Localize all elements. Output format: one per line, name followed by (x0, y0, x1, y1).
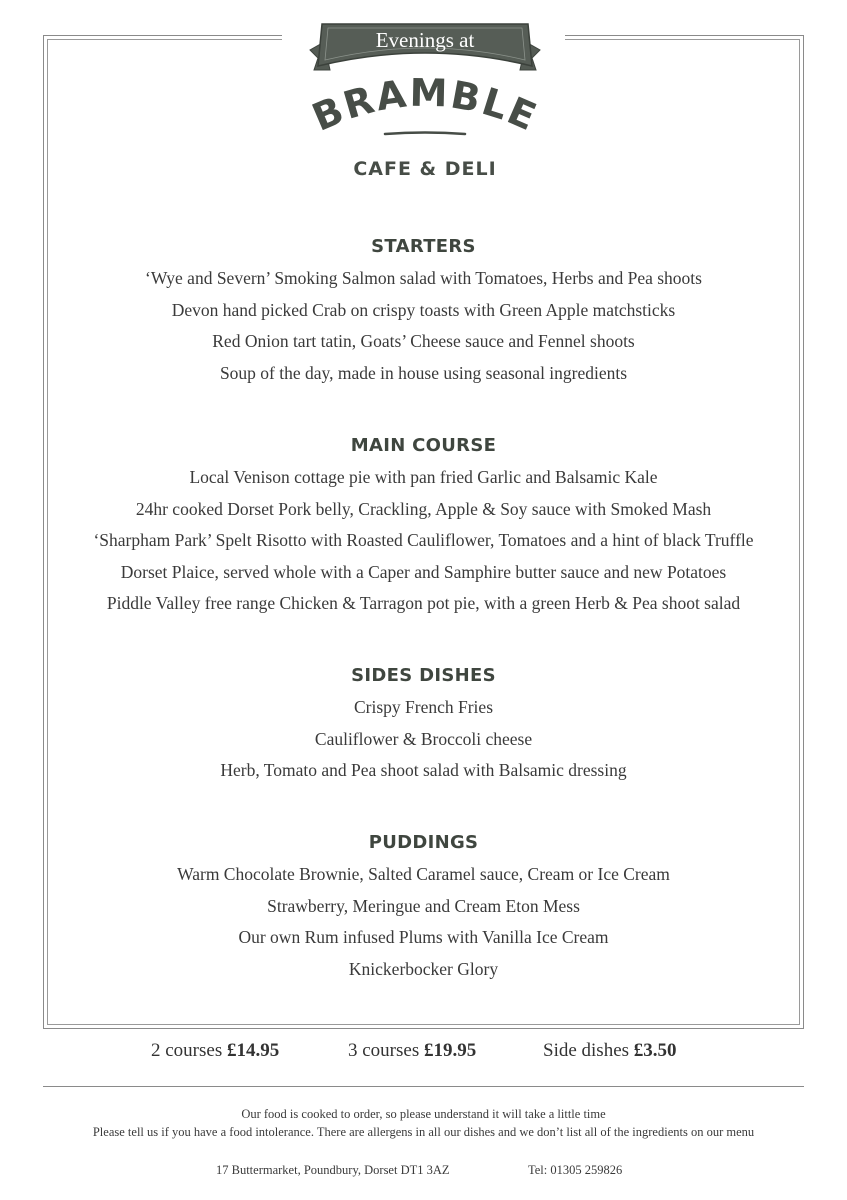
menu-item: Herb, Tomato and Pea shoot salad with Balsamic dressing (220, 760, 627, 780)
price-two-courses (151, 1040, 279, 1062)
section-main-course (50, 432, 797, 620)
price-label: 3 courses (348, 1040, 420, 1061)
section-title: PUDDINGS (368, 832, 479, 853)
footer-phone: Tel: 01305 259826 (528, 1163, 623, 1177)
logo-banner-text: Evenings at (375, 28, 475, 52)
menu-item: ‘Wye and Severn’ Smoking Salmon salad with Tomatoes, Herbs and Pea shoots (145, 268, 702, 288)
menu-item: Strawberry, Meringue and Cream Eton Mess (267, 895, 580, 916)
menu-item: Dorset Plaice, served whole with a Caper and Samphire butter sauce and new Potatoes (120, 561, 727, 582)
section-side-dishes (50, 662, 797, 787)
price-label: Side dishes (543, 1040, 630, 1061)
logo-graphic (300, 10, 550, 160)
menu-item: Our own Rum infused Plums with Vanilla Ice Cream (238, 927, 609, 947)
menu-item: Warm Chocolate Brownie, Salted Caramel sauce, Cream or Ice Cream (177, 864, 670, 884)
menu-item: Local Venison cottage pie with pan fried Garlic and Balsamic Kale (189, 467, 658, 487)
section-title: MAIN COURSE (350, 435, 497, 456)
section-puddings (50, 829, 797, 985)
menu-item: Cauliflower & Broccoli cheese (314, 728, 533, 749)
price-side-dishes (543, 1040, 677, 1062)
bramble-logo (300, 10, 550, 180)
section-title: STARTERS (371, 236, 476, 257)
logo-brand-name: BRAMBLE (305, 70, 545, 140)
price-label: 2 courses (151, 1040, 223, 1061)
menu-item: 24hr cooked Dorset Pork belly, Crackling, Apple & Soy sauce with Smoked Mash (135, 498, 712, 519)
menu-item: Devon hand picked Crab on crispy toasts with Green Apple matchsticks (171, 299, 676, 320)
pricing-bar (43, 1040, 804, 1070)
menu-item: Knickerbocker Glory (348, 958, 499, 979)
section-starters (50, 233, 797, 389)
footer-divider (43, 1086, 804, 1087)
price-value: £3.50 (633, 1040, 677, 1061)
menu-item: Piddle Valley free range Chicken & Tarragon pot pie, with a green Herb & Pea shoot salad (106, 593, 741, 613)
footer-note-allergens: Please tell us if you have a food intolerance. There are allergens in all our dishes and we don’t list all of the ingredients on our menu (92, 1125, 755, 1139)
price-three-courses (348, 1040, 476, 1062)
price-value: £19.95 (423, 1040, 477, 1061)
menu-item: Red Onion tart tatin, Goats’ Cheese sauce and Fennel shoots (212, 331, 635, 351)
section-title: SIDES DISHES (351, 665, 496, 686)
price-value: £14.95 (226, 1040, 280, 1061)
menu-item: Soup of the day, made in house using seasonal ingredients (219, 362, 628, 383)
menu-item: ‘Sharpham Park’ Spelt Risotto with Roasted Cauliflower, Tomatoes and a hint of black Truffle (93, 530, 754, 550)
footer-note-cooked-to-order: Our food is cooked to order, so please understand it will take a little time (241, 1107, 606, 1121)
logo-subtitle: CAFE & DELI (353, 158, 497, 180)
menu-item: Crispy French Fries (353, 697, 494, 717)
footer-address: 17 Buttermarket, Poundbury, Dorset DT1 3AZ (216, 1163, 450, 1177)
